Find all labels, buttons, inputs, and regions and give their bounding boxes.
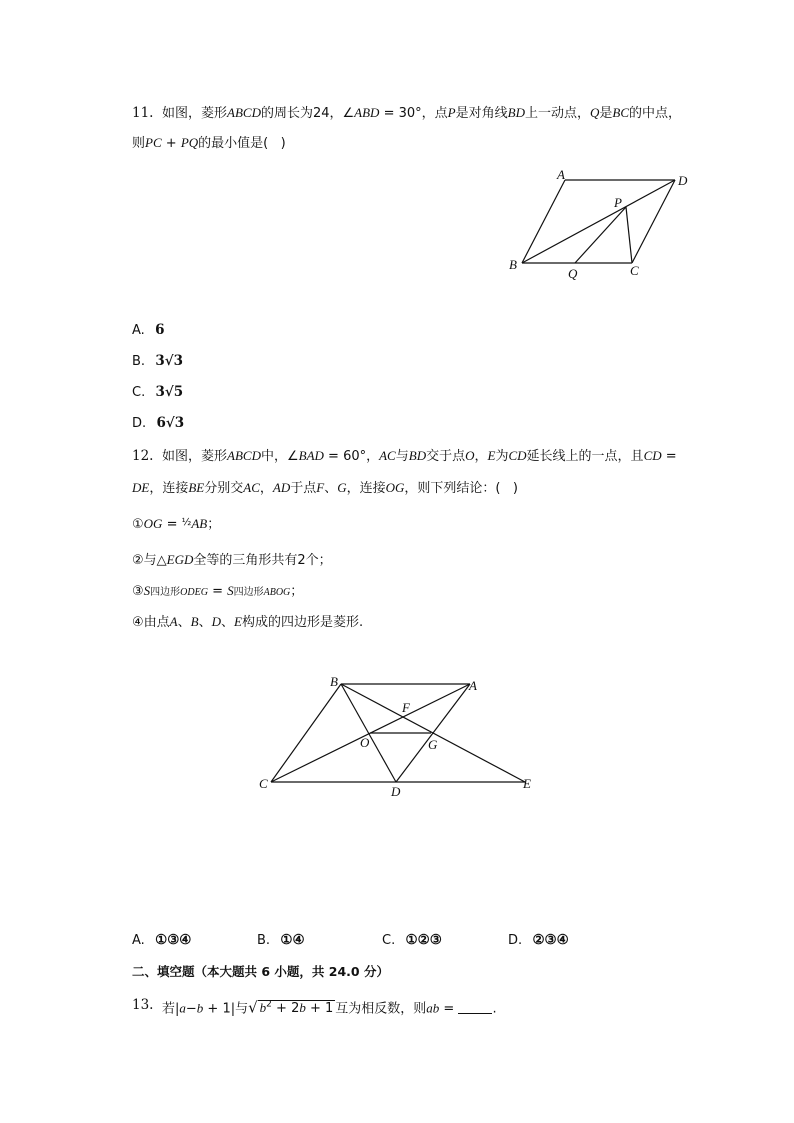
- q11-option-c[interactable]: C. 3√5: [132, 384, 184, 400]
- q12-label-f: F: [402, 700, 410, 715]
- q11-figure: [500, 165, 700, 285]
- q11-label-q: Q: [568, 266, 578, 281]
- q11-label-c: C: [630, 263, 639, 278]
- q12-label-c: C: [259, 776, 268, 791]
- q12-label-d: D: [391, 784, 401, 799]
- q12-option-c[interactable]: C. ①②③: [382, 932, 442, 948]
- q12-option-b[interactable]: B. ①④: [257, 932, 305, 948]
- q11-option-b[interactable]: B. 3√3: [132, 353, 184, 369]
- q11-option-a[interactable]: A. 6: [132, 322, 165, 338]
- q13-number: 13.: [132, 997, 154, 1013]
- q12-statement-2: ②与△EGD全等的三角形共有2个；: [132, 552, 332, 568]
- q12-statement-4: ④由点A、B、D、E构成的四边形是菱形.: [132, 614, 364, 630]
- q11-option-d[interactable]: D. 6√3: [132, 415, 185, 431]
- q11-label-p: P: [614, 195, 622, 210]
- q12-figure: [255, 672, 545, 802]
- q12-statement-3: ③S四边形ODEG = S四边形ABOG；: [132, 583, 304, 599]
- q12-line2: DE，连接BE分别交AC，AD于点F、G，连接OG，则下列结论：( ): [132, 480, 518, 496]
- q13-answer-blank[interactable]: [458, 1000, 492, 1014]
- q12-number: 12.: [132, 448, 154, 464]
- q12-label-b: B: [330, 674, 338, 689]
- q11-line2: 则PC + PQ的最小值是( ): [132, 135, 286, 151]
- q12-option-d[interactable]: D. ②③④: [508, 932, 569, 948]
- q12-label-e: E: [523, 776, 531, 791]
- q12-label-o: O: [360, 735, 370, 750]
- q11-label-b: B: [509, 257, 517, 272]
- q12-option-a[interactable]: A. ①③④: [132, 932, 192, 948]
- q11-label-d: D: [678, 173, 688, 188]
- section-heading: 二、填空题（本大题共 6 小题，共 24.0 分）: [132, 964, 389, 979]
- q12-label-g: G: [428, 737, 438, 752]
- q11-number: 11.: [132, 105, 154, 121]
- q11-label-a: A: [557, 167, 565, 182]
- q12-statement-1: ①OG = $^{\frac{1}{2}}$AB；: [132, 516, 221, 532]
- q12-label-a: A: [469, 678, 477, 693]
